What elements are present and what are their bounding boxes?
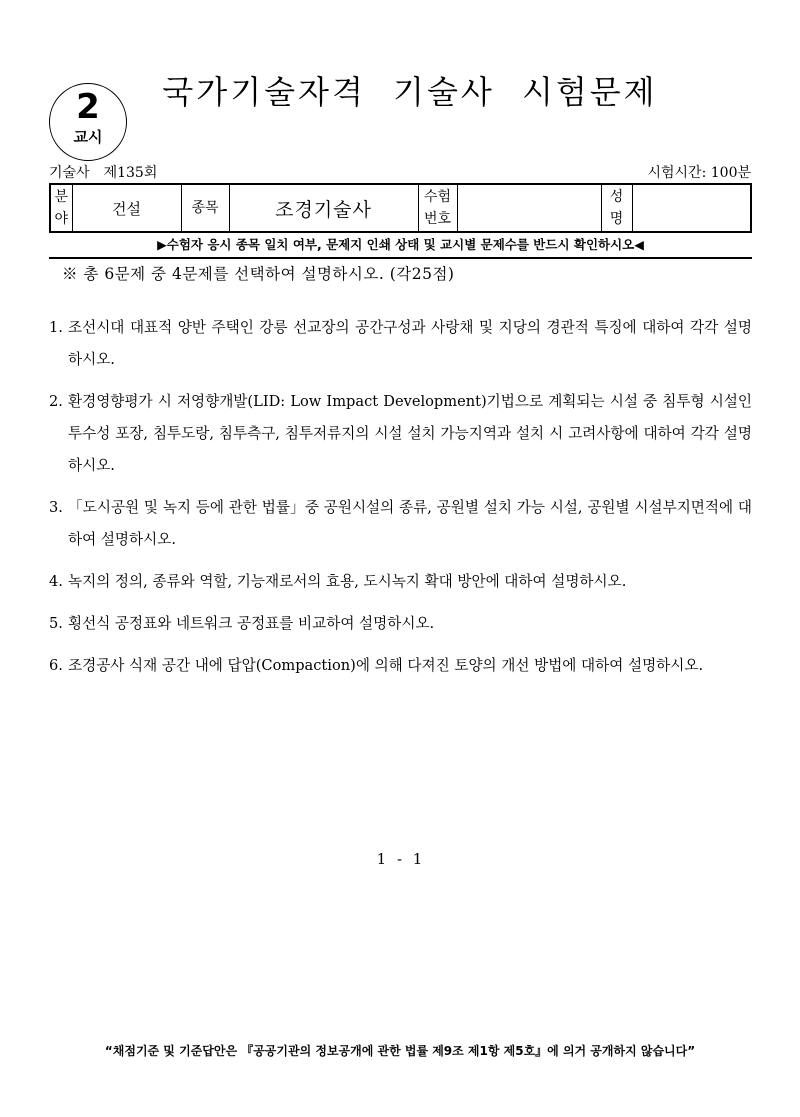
name-label: 성 명 (601, 184, 632, 232)
exam-info-left (49, 164, 157, 182)
exam-time (647, 164, 751, 182)
question-text: 횡선식 공정표와 네트워크 공정표를 비교하여 설명하시오. (68, 615, 435, 632)
question-number: 2. (49, 393, 63, 410)
exam-round: 제135회 (103, 165, 158, 181)
question-number: 5. (49, 615, 63, 632)
question-text: 조선시대 대표적 양반 주택인 강릉 선교장의 공간구성과 사랑채 및 지당의 경관적 특징에 대하여 각각 설명하시오. (68, 319, 752, 368)
exam-title: 국가기술자격 기술사 시험문제 (162, 73, 658, 111)
divider (49, 257, 752, 259)
question-number: 1. (49, 319, 63, 336)
question-item (49, 386, 752, 482)
instruction: ※ 총 6문제 중 4문제를 선택하여 설명하시오. (각25점) (62, 265, 455, 283)
question-item (49, 608, 752, 640)
question-number: 4. (49, 573, 63, 590)
question-item (49, 312, 752, 376)
question-item (49, 492, 752, 556)
exam-header-table (49, 183, 752, 233)
session-unit: 교시 (73, 128, 103, 146)
question-text: 「도시공원 및 녹지 등에 관한 법률」중 공원시설의 종류, 공원별 설치 가능 시설, 공원별 시설부지면적에 대하여 설명하시오. (68, 499, 752, 548)
item-value: 조경기술사 (229, 184, 418, 232)
field-label: 분 야 (50, 184, 72, 232)
exam-grade: 기술사 (49, 165, 90, 181)
page-number: 1 - 1 (376, 850, 424, 868)
exam-number-label: 수험 번호 (418, 184, 457, 232)
check-notice: ▶수험자 응시 종목 일치 여부, 문제지 인쇄 상태 및 교시별 문제수를 반드시 확인하시오◀ (157, 237, 644, 252)
question-text: 환경영향평가 시 저영향개발(LID: Low Impact Development)기법으로 계획되는 시설 중 침투형 시설인 투수성 포장, 침투도랑, 침투측구, 침투저류지의 시설 설치 가능지역과 설치 시 고려사항에 대하여 각각 설명하시오. (68, 393, 752, 474)
question-text: 조경공사 식재 공간 내에 답압(Compaction)에 의해 다져진 토양의 개선 방법에 대하여 설명하시오. (68, 657, 704, 674)
question-number: 3. (49, 499, 63, 516)
name-field (632, 184, 751, 232)
question-item (49, 650, 752, 682)
exam-time-label: 시험시간: (647, 165, 707, 181)
field-value: 건설 (72, 184, 181, 232)
session-number: 2 (76, 87, 100, 127)
question-number: 6. (49, 657, 63, 674)
exam-time-value: 100분 (710, 165, 751, 181)
footer-note: “채점기준 및 기준답안은 『공공기관의 정보공개에 관한 법률 제9조 제1항 제5호』에 의거 공개하지 않습니다” (104, 1044, 696, 1058)
session-badge (49, 83, 127, 161)
question-text: 녹지의 정의, 종류와 역할, 기능재로서의 효용, 도시녹지 확대 방안에 대하여 설명하시오. (68, 573, 627, 590)
question-list (49, 312, 752, 692)
item-label: 종목 (181, 184, 229, 232)
exam-number-field (457, 184, 601, 232)
question-item (49, 566, 752, 598)
